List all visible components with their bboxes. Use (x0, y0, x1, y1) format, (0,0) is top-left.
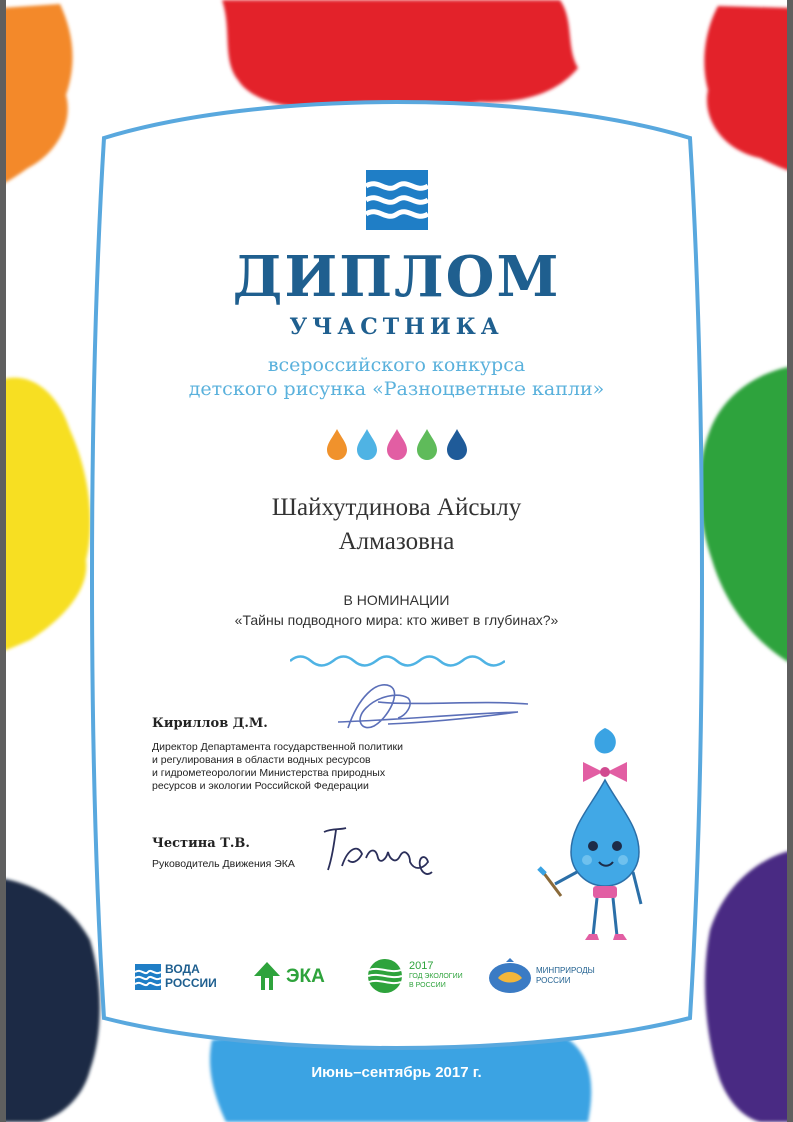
orange-drop-icon (327, 429, 347, 460)
signer-2-name: Честина Т.В. (152, 836, 250, 851)
navy-drop-icon (447, 429, 467, 460)
tree-icon (254, 962, 280, 990)
green-drop-icon (417, 429, 437, 460)
signer-2-role-line: Руководитель Движения ЭКА (152, 858, 295, 870)
signer-2-role (152, 858, 295, 871)
contest-dates: Июнь–сентябрь 2017 г. (311, 1064, 482, 1081)
eco-year-logo (367, 958, 467, 994)
recipient-name-line-1: Шайхутдинова Айсылу (271, 494, 522, 521)
signer-1-role (152, 741, 403, 793)
eco-logo-line-1: ГОД ЭКОЛОГИИ (409, 973, 463, 980)
right-border-line (787, 0, 793, 1122)
waves-icon (135, 964, 161, 990)
eka-logo-text: ЭКА (286, 966, 325, 987)
emblem-icon (488, 958, 532, 994)
signature-1 (318, 668, 534, 740)
recipient-name-line-2: Алмазовна (338, 528, 455, 555)
nomination-heading: В НОМИНАЦИИ (343, 592, 450, 608)
eco-year-text: 2017 (409, 960, 434, 972)
eco-logo-line-2: В РОССИИ (409, 982, 446, 989)
signer-1-role-line: и регулирования в области водных ресурсов (152, 754, 371, 766)
diploma-title: ДИПЛОМ (232, 244, 561, 310)
signer-1-role-line: Директор Департамента государственной политики (152, 741, 403, 753)
contest-line-2: детского рисунка «Разноцветные капли» (188, 378, 605, 400)
blue-drop-icon (357, 429, 377, 460)
minprirody-line-1: МИНПРИРОДЫ (536, 966, 595, 975)
globe-icon (367, 958, 403, 994)
voda-logo-line-1: ВОДА (165, 962, 200, 976)
signer-1-role-line: ресурсов и экологии Российской Федерации (152, 780, 369, 792)
signature-2 (318, 818, 438, 880)
left-border-line (0, 0, 6, 1122)
voda-rossii-logo (135, 962, 235, 992)
nomination-name: «Тайны подводного мира: кто живет в глубинах?» (234, 612, 559, 628)
drop-mascot (535, 722, 650, 952)
minprirody-logo (488, 958, 600, 994)
contest-line-1: всероссийского конкурса (267, 354, 526, 376)
colored-drops (325, 428, 471, 462)
voda-logo-line-2: РОССИИ (165, 976, 217, 990)
eka-logo (254, 962, 338, 992)
signer-1-name: Кириллов Д.М. (152, 716, 268, 731)
wave-divider (290, 654, 505, 668)
diploma-subtitle: УЧАСТНИКА (289, 314, 504, 340)
vodarossii-waves-logo (366, 170, 428, 230)
pink-drop-icon (387, 429, 407, 460)
minprirody-line-2: РОССИИ (536, 976, 571, 985)
signer-1-role-line: и гидрометеорологии Министерства природных (152, 767, 386, 779)
